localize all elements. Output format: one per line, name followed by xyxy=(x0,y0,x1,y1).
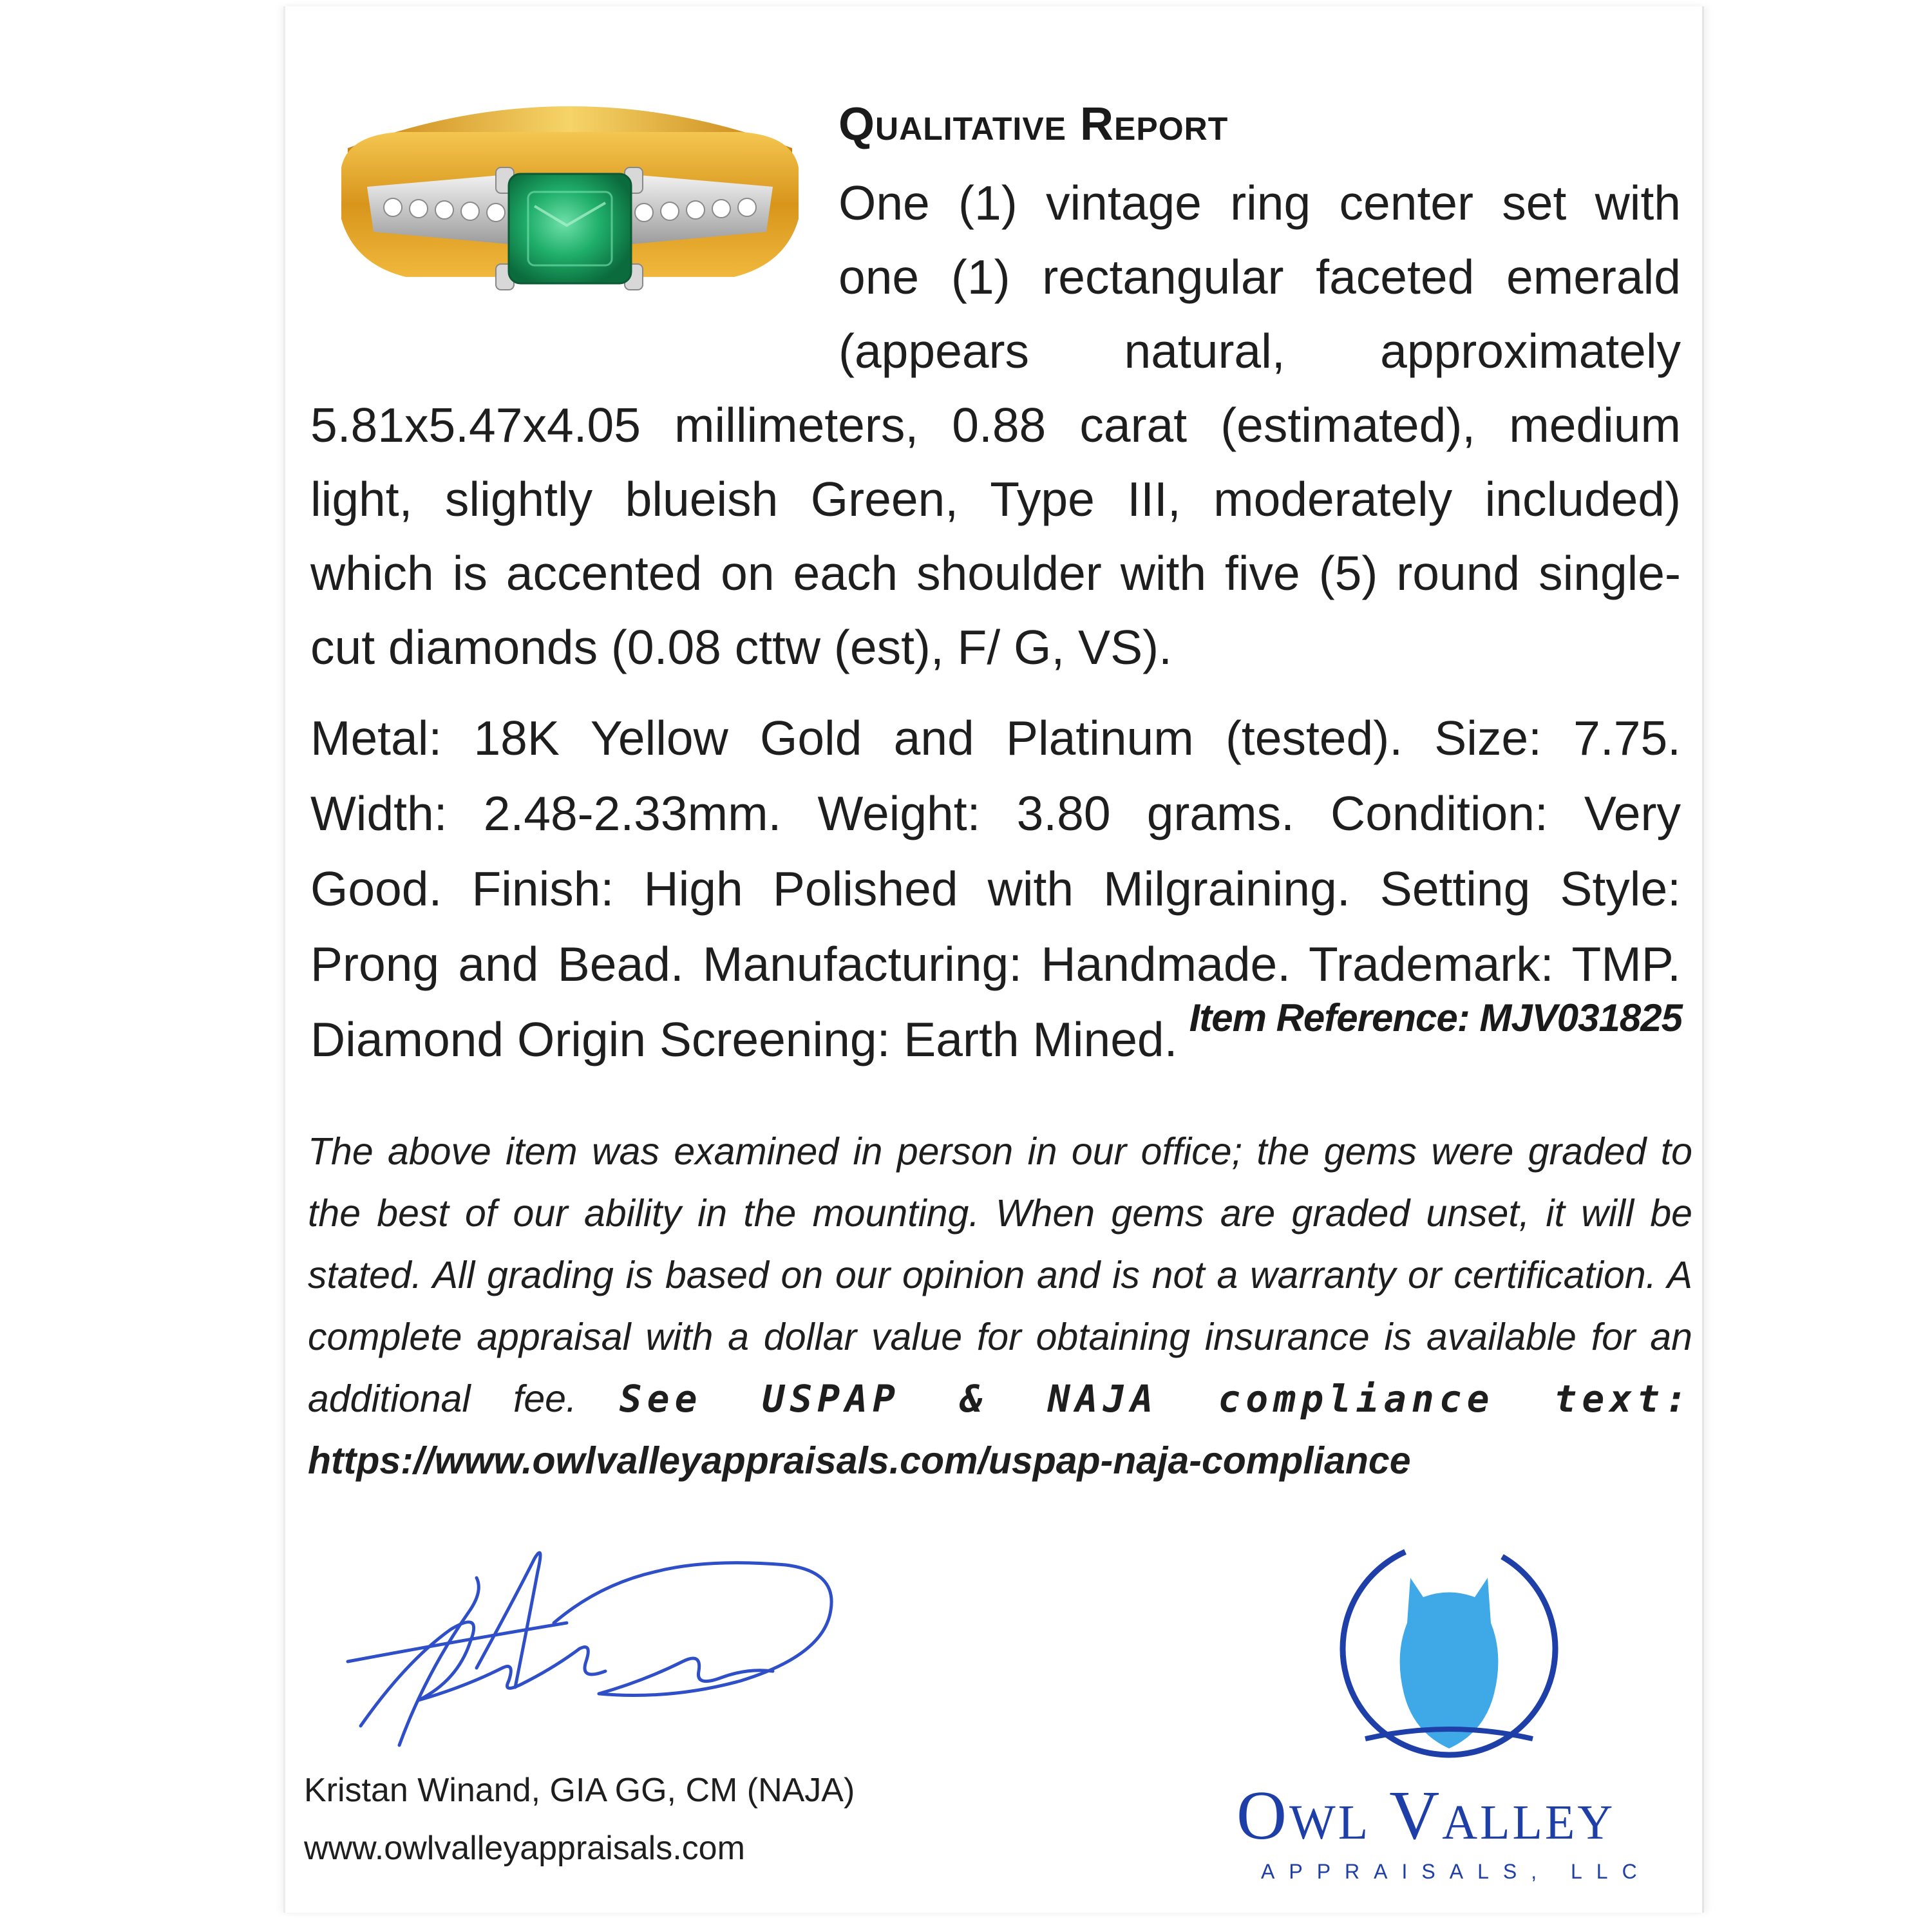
compliance-url[interactable]: https://www.owlvalleyappraisals.com/uspap-naja-compliance xyxy=(308,1439,1411,1482)
signer-name: Kristan Winand, GIA GG, CM (NAJA) xyxy=(304,1772,855,1809)
photo-spacer xyxy=(310,166,838,385)
report-description: One (1) vintage ring center set with one (1) rectangular faceted emerald (appears natural, approximately 5.81x5.47x4.05 millimeters, 0.88 carat (estimated), medium light, slightly blueish Green, Type III, moderately included) which is accented on each shoulder with five (5) round single-cut diamonds (0.08 cttw (est), F/ G, VS). xyxy=(310,176,1681,674)
report-description-block xyxy=(310,166,1681,685)
report-specs: Metal: 18K Yellow Gold and Platinum (tested). Size: 7.75. Width: 2.48-2.33mm. Weight: 3.80 grams. Condition: Very Good. Finish: High Polished with Milgraining. Setting Style: Prong and Bead. Manufacturing: Handmade. Trademark: TMP. Diamond Origin Screening: Earth Mined. xyxy=(310,711,1681,1066)
report-title: Qualitative Report xyxy=(838,99,1229,150)
disclaimer-block xyxy=(308,1121,1692,1492)
disclaimer-text: The above item was examined in person in our office; the gems were graded to the best of our ability in the mounting. When gems are graded unset, it will be stated. All grading is based on our opinion and is not a warranty or certification. A complete appraisal with a dollar value for obtaining insurance is available for an additional fee. xyxy=(308,1130,1692,1420)
handwritten-signature xyxy=(322,1533,857,1765)
brand-subtitle: APPRAISALS, LLC xyxy=(1261,1860,1651,1883)
compliance-label: See USPAP & NAJA compliance text: xyxy=(619,1377,1692,1421)
item-reference: Item Reference: MJV031825 xyxy=(1189,996,1682,1039)
signer-website[interactable]: www.owlvalleyappraisals.com xyxy=(304,1830,745,1867)
owl-logo xyxy=(1327,1526,1571,1771)
brand-name: Owl Valley xyxy=(1236,1777,1616,1854)
